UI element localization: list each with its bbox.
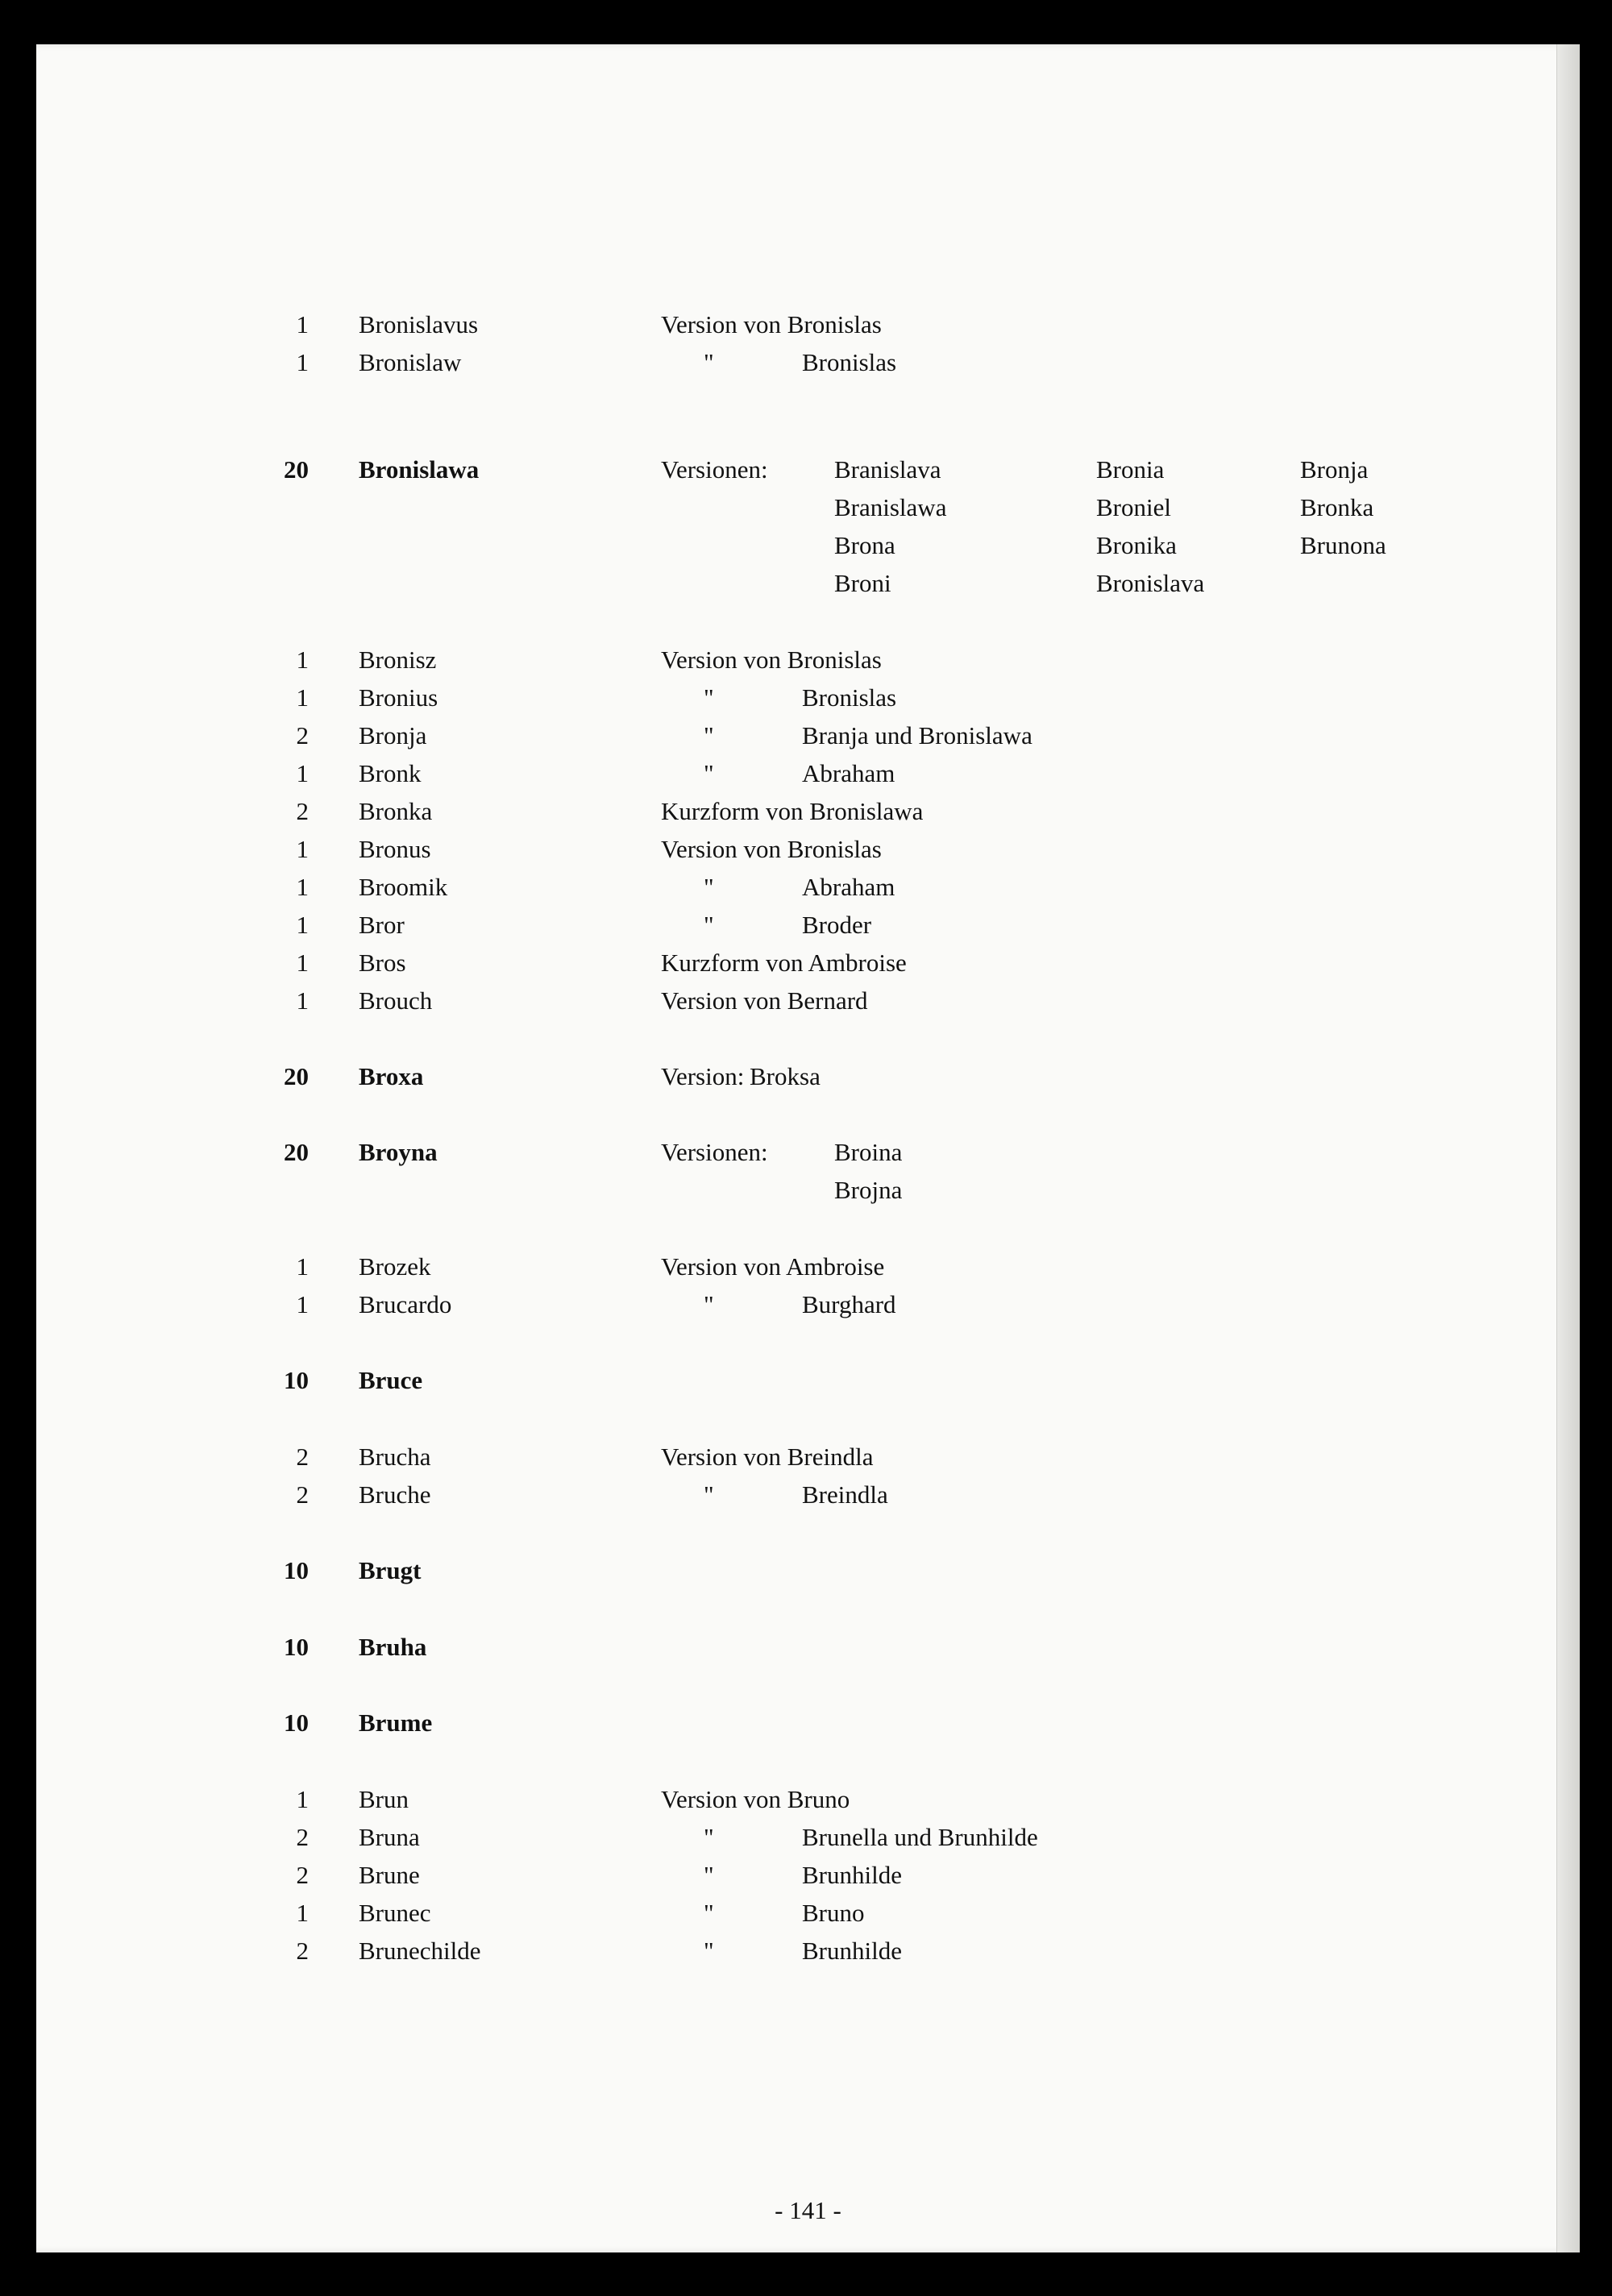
entry-description: Bronislas	[802, 683, 897, 712]
ditto-mark: "	[704, 1937, 714, 1965]
entry-name: Bronka	[359, 797, 433, 825]
name-entry	[36, 1439, 1580, 1476]
name-entry	[36, 679, 1580, 716]
entry-version: Branislava	[834, 455, 941, 484]
entry-description: Version von Bernard	[661, 986, 868, 1015]
entry-frequency: 20	[284, 455, 309, 484]
ditto-mark: "	[704, 721, 714, 749]
entry-version-label: Version:	[661, 1062, 745, 1090]
entry-name: Broomik	[359, 873, 448, 901]
entry-frequency: 1	[296, 759, 309, 787]
entry-name: Bronius	[359, 683, 438, 712]
name-entry	[36, 793, 1580, 830]
entry-name: Broyna	[359, 1138, 438, 1166]
entry-frequency: 1	[296, 683, 309, 712]
entry-name: Brouch	[359, 986, 433, 1015]
entry-name: Brucha	[359, 1443, 431, 1471]
entry-name: Bror	[359, 911, 405, 939]
entry-frequency: 10	[284, 1709, 309, 1737]
entry-frequency: 2	[296, 1480, 309, 1509]
entry-name: Bruha	[359, 1633, 427, 1661]
name-entry	[36, 1248, 1580, 1285]
name-entry	[36, 1781, 1580, 1818]
entry-name: Brume	[359, 1709, 433, 1737]
ditto-mark: "	[704, 1899, 714, 1927]
entry-name: Brunec	[359, 1899, 431, 1927]
ditto-mark: "	[704, 1480, 714, 1509]
entry-frequency: 1	[296, 1290, 309, 1318]
entry-description: Brunella und Brunhilde	[802, 1823, 1038, 1851]
ditto-mark: "	[704, 759, 714, 787]
entry-version: Branislawa	[834, 493, 947, 521]
entry-frequency: 1	[296, 949, 309, 977]
page-number: - 141 -	[775, 2196, 841, 2224]
ditto-mark: "	[704, 683, 714, 712]
ditto-mark: "	[704, 1861, 714, 1889]
entry-frequency: 10	[284, 1366, 309, 1394]
name-entry	[36, 641, 1580, 679]
name-entry	[36, 1058, 1580, 1095]
entry-name: Bronislavus	[359, 310, 479, 338]
entry-version-label: Versionen:	[661, 1138, 768, 1166]
entry-description: Version von Bruno	[661, 1785, 850, 1813]
entry-version: Brunona	[1300, 531, 1386, 559]
name-entry	[36, 945, 1580, 982]
book-page	[36, 44, 1580, 2252]
entry-name: Broxa	[359, 1062, 424, 1090]
entry-version: Broksa	[750, 1062, 821, 1090]
entry-frequency: 1	[296, 873, 309, 901]
entry-name: Bronja	[359, 721, 427, 749]
name-entry	[36, 1857, 1580, 1894]
entry-frequency: 20	[284, 1062, 309, 1090]
name-entry	[36, 1704, 1580, 1742]
entry-name: Brozek	[359, 1252, 431, 1281]
entry-name: Brunechilde	[359, 1937, 481, 1965]
entry-version: Bronika	[1096, 531, 1177, 559]
entry-frequency: 1	[296, 646, 309, 674]
entry-version: Bronia	[1096, 455, 1165, 484]
entry-frequency: 1	[296, 911, 309, 939]
entry-name: Bros	[359, 949, 406, 977]
name-entry	[36, 344, 1580, 381]
entry-version: Broina	[834, 1138, 903, 1166]
entry-name: Bronisz	[359, 646, 437, 674]
name-entry	[36, 306, 1580, 343]
entry-frequency: 1	[296, 835, 309, 863]
name-entry	[36, 1362, 1580, 1399]
entry-version: Brojna	[834, 1176, 903, 1204]
name-entry	[36, 451, 1580, 597]
name-entry	[36, 1819, 1580, 1856]
entry-name: Bronislaw	[359, 348, 462, 376]
ditto-mark: "	[704, 1290, 714, 1318]
entry-description: Abraham	[802, 759, 895, 787]
name-entry	[36, 1552, 1580, 1589]
entry-name: Bruna	[359, 1823, 420, 1851]
entry-frequency: 2	[296, 797, 309, 825]
entry-description: Version von Bronislas	[661, 835, 882, 863]
entry-description: Breindla	[802, 1480, 888, 1509]
entry-frequency: 2	[296, 1823, 309, 1851]
name-entry	[36, 982, 1580, 1019]
entry-name: Brucardo	[359, 1290, 452, 1318]
entry-frequency: 1	[296, 348, 309, 376]
entry-frequency: 1	[296, 1252, 309, 1281]
entry-frequency: 1	[296, 1899, 309, 1927]
name-entry	[36, 1895, 1580, 1932]
ditto-mark: "	[704, 873, 714, 901]
entry-description: Branja und Bronislawa	[802, 721, 1032, 749]
entry-description: Version von Breindla	[661, 1443, 874, 1471]
entry-frequency: 2	[296, 1937, 309, 1965]
entry-description: Bronislas	[802, 348, 897, 376]
entry-version: Bronja	[1300, 455, 1369, 484]
entry-version: Broniel	[1096, 493, 1171, 521]
entry-version: Bronislava	[1096, 569, 1205, 597]
entry-version-label: Versionen:	[661, 455, 768, 484]
entry-description: Kurzform von Bronislawa	[661, 797, 924, 825]
name-entry	[36, 1134, 1580, 1204]
entry-name: Brune	[359, 1861, 420, 1889]
entry-name: Brugt	[359, 1556, 422, 1584]
entry-description: Bruno	[802, 1899, 865, 1927]
entry-frequency: 1	[296, 1785, 309, 1813]
name-entry	[36, 831, 1580, 868]
entry-frequency: 2	[296, 1861, 309, 1889]
name-entry	[36, 869, 1580, 906]
entry-name: Bronislawa	[359, 455, 480, 484]
entry-frequency: 10	[284, 1633, 309, 1661]
name-entry	[36, 907, 1580, 944]
entry-description: Kurzform von Ambroise	[661, 949, 907, 977]
entry-frequency: 10	[284, 1556, 309, 1584]
entry-version: Broni	[834, 569, 891, 597]
entry-description: Broder	[802, 911, 872, 939]
entry-description: Abraham	[802, 873, 895, 901]
name-entry-list	[36, 44, 1580, 2252]
entry-name: Bruce	[359, 1366, 423, 1394]
entry-description: Version von Bronislas	[661, 646, 882, 674]
entry-name: Bruche	[359, 1480, 431, 1509]
entry-name: Bronus	[359, 835, 431, 863]
entry-name: Brun	[359, 1785, 409, 1813]
entry-frequency: 20	[284, 1138, 309, 1166]
ditto-mark: "	[704, 1823, 714, 1851]
entry-description: Brunhilde	[802, 1937, 902, 1965]
ditto-mark: "	[704, 348, 714, 376]
entry-version: Bronka	[1300, 493, 1374, 521]
name-entry	[36, 1476, 1580, 1513]
entry-description: Version von Bronislas	[661, 310, 882, 338]
entry-frequency: 1	[296, 310, 309, 338]
name-entry	[36, 717, 1580, 754]
entry-version: Brona	[834, 531, 895, 559]
ditto-mark: "	[704, 911, 714, 939]
name-entry	[36, 1629, 1580, 1666]
entry-frequency: 2	[296, 721, 309, 749]
name-entry	[36, 1933, 1580, 1970]
entry-description: Brunhilde	[802, 1861, 902, 1889]
entry-description: Version von Ambroise	[661, 1252, 885, 1281]
entry-frequency: 2	[296, 1443, 309, 1471]
entry-description: Burghard	[802, 1290, 896, 1318]
name-entry	[36, 755, 1580, 792]
entry-name: Bronk	[359, 759, 422, 787]
name-entry	[36, 1286, 1580, 1323]
entry-frequency: 1	[296, 986, 309, 1015]
